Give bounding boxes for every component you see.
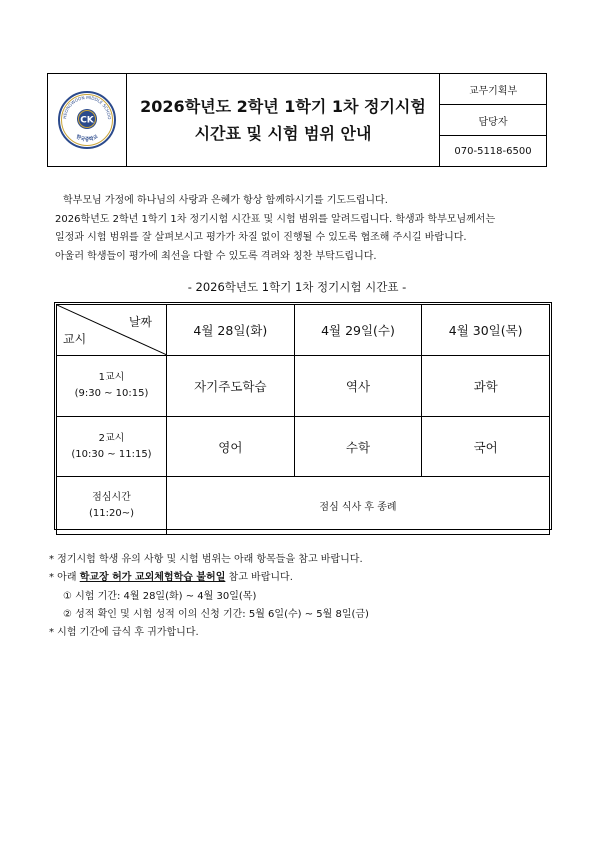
date-header: 4월 29일(수)	[294, 305, 422, 356]
lunch-note-cell: 점심 식사 후 종례	[167, 477, 550, 535]
contact-info	[440, 74, 546, 166]
lunch-time: (11:20~)	[89, 507, 134, 519]
table-row	[57, 356, 550, 417]
intro-line: 2026학년도 2학년 1학기 1차 정기시험 시간표 및 시험 범위를 알려드립니다. 학생과 학부모님께서는	[55, 213, 496, 225]
title-line-2: 시간표 및 시험 범위 안내	[194, 124, 372, 143]
school-emblem-icon	[57, 90, 117, 150]
lunch-label: 점심시간	[92, 491, 131, 503]
subject-cell: 국어	[422, 417, 550, 477]
table-row	[57, 417, 550, 477]
restricted-days-emphasis: 학교장 허가 교외체험학습 불허일	[79, 572, 226, 584]
schedule-title: - 2026학년도 1학기 1차 정기시험 시간표 -	[187, 280, 407, 294]
note-prefix: * 아래	[49, 572, 80, 584]
lunch-period-cell	[57, 477, 167, 535]
period-cell	[57, 356, 167, 417]
period-axis-label: 교시	[63, 332, 87, 346]
intro-line: 일정과 시험 범위를 잘 살펴보시고 평가가 차질 없이 진행될 수 있도록 협조해 주시길 바랍니다.	[55, 232, 467, 243]
phone-number: 070-5118-6500	[440, 135, 546, 166]
note-line: * 정기시험 학생 유의 사항 및 시험 범위는 아래 항목들을 참고 바랍니다.	[49, 554, 363, 565]
document-header	[47, 73, 547, 167]
period-name: 1교시	[98, 372, 125, 383]
subject-cell: 역사	[294, 356, 422, 417]
subject-cell: 자기주도학습	[167, 356, 295, 417]
date-header: 4월 30일(목)	[422, 305, 550, 356]
table-header-row	[57, 305, 550, 356]
note-line: * 시험 기간에 급식 후 귀가합니다.	[49, 627, 199, 639]
document-title	[127, 74, 440, 166]
note-item: ② 성적 확인 및 시험 성적 이의 신청 기간: 5월 6일(수) ~ 5월 8일(금)	[63, 608, 369, 620]
table-row	[57, 477, 550, 535]
notes-section	[49, 551, 559, 642]
subject-cell: 과학	[422, 356, 550, 417]
intro-paragraph	[55, 192, 555, 266]
intro-line: 아울러 학생들이 평가에 최선을 다할 수 있도록 격려와 칭찬 부탁드립니다.	[55, 250, 377, 262]
svg-text:한국중학교: 한국중학교	[74, 133, 100, 143]
school-logo-cell	[48, 74, 127, 166]
title-line-1: 2026학년도 2학년 1학기 1차 정기시험	[140, 97, 426, 116]
note-item: ① 시험 기간: 4월 28일(화) ~ 4월 30일(목)	[63, 590, 257, 602]
date-header: 4월 28일(화)	[167, 305, 295, 356]
subject-cell: 수학	[294, 417, 422, 477]
svg-text:CHEONGWOON MIDDLE SCHOOL: HEONGWOON MIDDLE SCHOO	[62, 94, 113, 120]
department-label: 교무기획부	[468, 85, 518, 97]
note-suffix: 참고 바랍니다.	[225, 572, 293, 584]
period-time: (10:30 ~ 11:15)	[71, 448, 152, 460]
period-name: 2교시	[98, 432, 125, 444]
period-cell	[57, 417, 167, 477]
note-line	[49, 569, 559, 587]
period-time: (9:30 ~ 10:15)	[74, 388, 149, 399]
corner-header-cell	[57, 305, 167, 356]
subject-cell: 영어	[167, 417, 295, 477]
date-axis-label: 날짜	[128, 315, 152, 329]
manager-label: 담당자	[440, 104, 546, 135]
svg-text:CK: CK	[80, 115, 94, 126]
intro-line: 학부모님 가정에 하나님의 사랑과 은혜가 항상 함께하시기를 기도드립니다.	[63, 195, 388, 206]
exam-schedule-table	[56, 304, 550, 535]
